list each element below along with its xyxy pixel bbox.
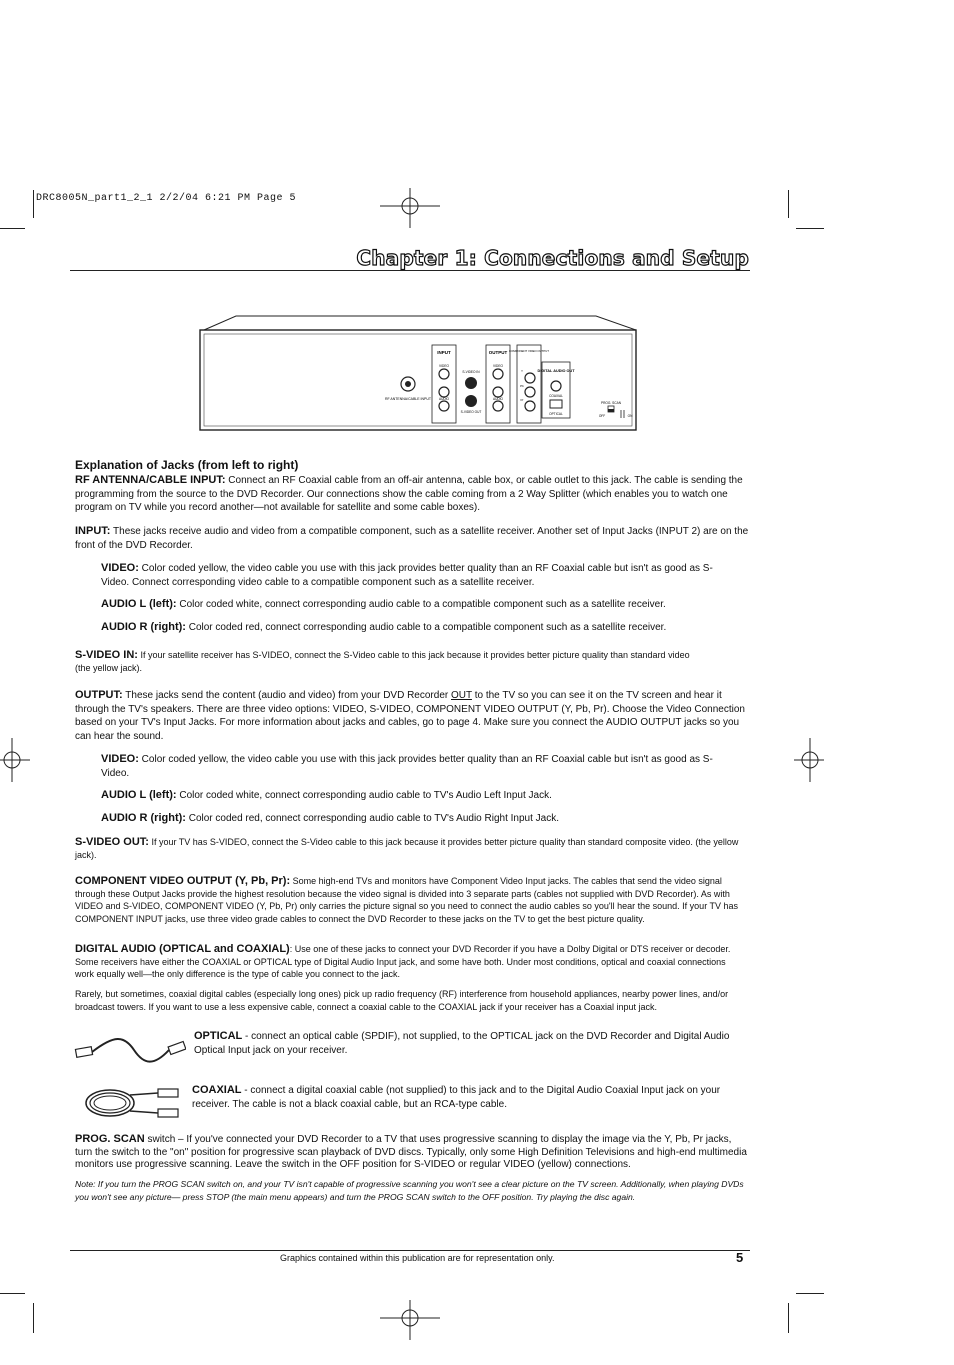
- input-audio-label: AUDIO: [438, 397, 450, 401]
- svideo-in-paragraph: S-VIDEO IN: If your satellite receiver has S-VIDEO, connect the S-Video cable to this jack because it provides better picture quality than standard video (the yellow jack).: [75, 649, 690, 673]
- component-paragraph: COMPONENT VIDEO OUTPUT (Y, Pb, Pr): Some high-end TVs and monitors have Component Video Input jacks. The cables that send the video signal through these Output Jacks provide the highest resolution because the video signal is divided into 3 separate parts (cables not supplied with DVD Recorder). As with VIDEO and S-VIDEO, COMPONENT VIDEO (Y, Pb, Pr) only carries the picture signal so you need to connect the audio cables so you'll hear the sound. If your TV has COMPONENT INPUT jacks, use three video grade cables to connect the DVD Recorder to these jacks on the TV to get the best picture quality.: [75, 875, 739, 924]
- footer-rule: [70, 1250, 750, 1251]
- input-video-jack-icon: [439, 369, 449, 379]
- input-video-paragraph: VIDEO: Color coded yellow, the video cable you use with this jack provides better quality than an RF Coaxial cable but isn't as good as S-Video. Connect corresponding video cable to a compatible component such as a satellite receiver.: [101, 562, 713, 588]
- optical-cable-icon: [74, 1030, 186, 1070]
- component-pb-jack-icon: [525, 387, 535, 397]
- component-pr-jack-icon: [525, 401, 535, 411]
- page-number: 5: [736, 1250, 744, 1265]
- note-paragraph: Note: If you turn the PROG SCAN switch on, and your TV isn't capable of progressive scanning you won't see a clear picture on the TV screen. Additionally, when playing DVDs you won't see any picture— press STOP (the main menu appears) and turn the PROG SCAN switch to the OFF position. Try playing the disc again.: [75, 1179, 744, 1202]
- output-paragraph: OUTPUT: These jacks send the content (audio and video) from your DVD Recorder OUT to the TV so you can see it on the TV screen and hear it through the TV's speakers. There are three video options: VIDEO, S-VIDEO, COMPONENT VIDEO OUTPUT (Y, Pb, Pr). Choose the Video Connection based on your TV's Input Jacks. For more information about jacks and cables, go to page 4. Make sure you connect the AUDIO OUTPUT jacks so you can hear the sound.: [75, 689, 745, 742]
- coaxial-label: COAXIAL: [549, 394, 563, 398]
- digital-label: DIGITAL AUDIO OUT: [537, 369, 575, 373]
- file-stamp: DRC8005N_part1_2_1 2/2/04 6:21 PM Page 5: [36, 193, 297, 204]
- switch-off-label: OFF: [598, 414, 606, 418]
- rf-label: RF ANTENNA/CABLE INPUT: [384, 397, 432, 401]
- coaxial-jack-icon: [551, 381, 561, 391]
- chapter-title: Chapter 1: Connections and Setup: [356, 246, 749, 270]
- input-audio-r-jack-icon: [439, 401, 449, 411]
- output-audio-l-paragraph: AUDIO L (left): Color coded white, connect corresponding audio cable to TV's Audio Left Input Jack.: [101, 789, 552, 801]
- footer-disclaimer: Graphics contained within this publication are for representation only.: [280, 1253, 555, 1263]
- input-audio-l-jack-icon: [439, 387, 449, 397]
- output-audio-r-jack-icon: [493, 401, 503, 411]
- output-label: OUTPUT: [488, 350, 508, 355]
- svideo-out-label: S-VIDEO OUT: [460, 410, 482, 414]
- output-audio-r-paragraph: AUDIO R (right): Color coded red, connect corresponding audio cable to TV's Audio Right Input Jack.: [101, 812, 559, 824]
- output-video-jack-icon: [493, 369, 503, 379]
- rear-panel-diagram: [196, 310, 644, 436]
- registration-mark-left-icon: [0, 738, 30, 782]
- svideo-out-paragraph: S-VIDEO OUT: If your TV has S-VIDEO, connect the S-Video cable to this jack because it provides better picture quality than standard composite video. (the yellow jack).: [75, 836, 739, 860]
- switch-on-label: ON: [627, 414, 633, 418]
- svideo-out-jack-icon: [465, 395, 477, 407]
- component-pr-label: Pr: [520, 398, 524, 402]
- prog-scan-label: PROG. SCAN: [600, 401, 622, 405]
- input-audio-r-paragraph: AUDIO R (right): Color coded red, connect corresponding audio cable to a compatible component such as a satellite receiver.: [101, 621, 667, 633]
- rarely-paragraph: Rarely, but sometimes, coaxial digital cables (especially long ones) pick up radio frequency (RF) interference from household appliances, nearby power lines, and/or broadcast towers. If you want to use a less expensive cable, connect a coaxial cable to the COAXIAL jack if your receiver has a Coaxial input jack.: [75, 989, 729, 1012]
- header-rule: [70, 270, 750, 271]
- crop-mark: [796, 228, 824, 229]
- crop-mark: [796, 1293, 824, 1294]
- coaxial-cable-icon: [80, 1083, 185, 1123]
- registration-mark-top-icon: [380, 188, 440, 228]
- optical-paragraph: OPTICAL - connect an optical cable (SPDIF), not supplied, to the OPTICAL jack on the DVD Recorder and Digital Audio Optical Input jack on your receiver.: [194, 1030, 730, 1056]
- optical-jack-icon: [550, 400, 562, 408]
- output-video-paragraph: VIDEO: Color coded yellow, the video cable you use with this jack provides better quality than an RF Coaxial cable but isn't as good as S-Video.: [101, 753, 713, 779]
- registration-mark-bottom-icon: [380, 1300, 440, 1340]
- input-audio-l-paragraph: AUDIO L (left): Color coded white, connect corresponding audio cable to a compatible component such as a satellite receiver.: [101, 598, 666, 610]
- crop-mark: [788, 1303, 789, 1333]
- component-y-jack-icon: [525, 373, 535, 383]
- component-pb-label: Pb: [520, 384, 524, 388]
- component-label: COMPONENT VIDEO OUTPUT: [509, 349, 549, 353]
- crop-mark: [788, 190, 789, 218]
- crop-mark: [33, 1303, 34, 1333]
- optical-label: OPTICAL: [549, 412, 563, 416]
- coaxial-paragraph: COAXIAL - connect a digital coaxial cable (not supplied) to this jack and to the Digital Audio Coaxial Input jack on your receiver. The cable is not a black coaxial cable, but an RCA-type cable.: [192, 1084, 721, 1110]
- input-label: INPUT:: [75, 525, 111, 537]
- output-video-label: VIDEO: [493, 364, 503, 368]
- crop-mark: [0, 228, 25, 229]
- digital-paragraph: DIGITAL AUDIO (OPTICAL and COAXIAL): Use one of these jacks to connect your DVD Recorder if you have a Dolby Digital or DTS receiver or decoder. Some receivers have either the COAXIAL or OPTICAL type of Digital Audio Input jack, and some have both. Under most conditions, optical and coaxial connections work equally well—the only difference is the type of cable you connect to the jack.: [75, 943, 731, 980]
- svideo-in-jack-icon: [465, 377, 477, 389]
- crop-mark: [33, 190, 34, 218]
- prog-scan-paragraph: PROG. SCAN switch – If you've connected your DVD Recorder to a TV that uses progressive scanning to display the image via the Y, Pb, Pr jacks, turn the switch to the "on" position for progressive scan playback of DVD discs. Typically, only some High Definition Televisions and high-end multimedia monitors use progressive scanning. Leave the switch in the OFF position for S-VIDEO or regular VIDEO (yellow) connections.: [75, 1133, 747, 1171]
- section-heading: Explanation of Jacks (from left to right): [75, 458, 299, 472]
- input-paragraph: INPUT: These jacks receive audio and video from a compatible component, such as a satellite receiver. Another set of Input Jacks (INPUT 2) are on the front of the DVD Recorder.: [75, 525, 749, 551]
- output-audio-label: AUDIO: [492, 397, 504, 401]
- input-label: INPUT: [437, 350, 451, 355]
- input-video-label: VIDEO: [439, 364, 449, 368]
- output-audio-l-jack-icon: [493, 387, 503, 397]
- svideo-in-label: S-VIDEO IN: [462, 370, 480, 374]
- component-y-label: Y: [520, 369, 524, 373]
- registration-mark-right-icon: [794, 738, 824, 782]
- rf-label: RF ANTENNA/CABLE INPUT:: [75, 474, 226, 486]
- crop-mark: [0, 1293, 25, 1294]
- rf-paragraph: RF ANTENNA/CABLE INPUT: Connect an RF Coaxial cable from an off-air antenna, cable box, or cable outlet to this jack. The cable is sending the programming from the source to the DVD Recorder. Our connections show the cable coming from a 2 Way Splitter (which enables you to watch one program on TV while you record another—not available for satellite and some cable boxes).: [75, 474, 743, 514]
